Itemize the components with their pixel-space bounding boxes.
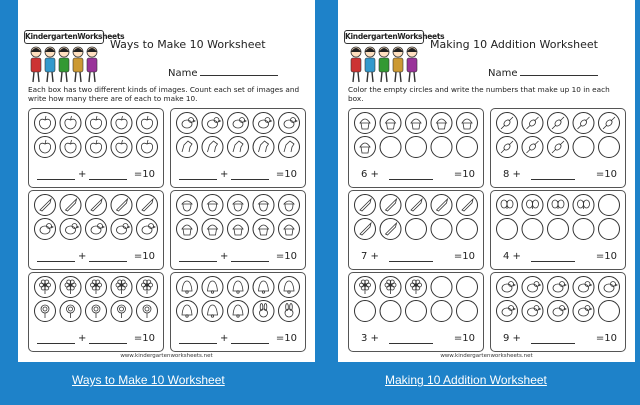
equation-total: =10 bbox=[275, 169, 297, 180]
answer-blank[interactable] bbox=[231, 343, 269, 344]
empty-circle[interactable] bbox=[522, 219, 543, 240]
plus-sign: + bbox=[78, 333, 87, 344]
answer-blank[interactable] bbox=[231, 261, 269, 262]
butterfly-icon bbox=[573, 195, 594, 216]
equation-total: =10 bbox=[275, 333, 297, 344]
cupcake-icon bbox=[202, 219, 223, 240]
butterfly-icon bbox=[548, 195, 569, 216]
worksheet-instructions: Color the empty circles and write the numbers that make up 10 in each box. bbox=[348, 85, 610, 103]
bell-icon bbox=[202, 277, 223, 298]
answer-blank[interactable] bbox=[89, 343, 127, 344]
crayon-icon bbox=[457, 195, 478, 216]
equation-total: =10 bbox=[595, 169, 617, 180]
bell-icon bbox=[202, 301, 223, 322]
exercise-box bbox=[348, 272, 484, 352]
worksheet-card-ways-to-make-10[interactable] bbox=[18, 0, 315, 362]
cupcake-icon bbox=[279, 219, 300, 240]
worksheet-footer: www.kindergartenworksheets.net bbox=[440, 353, 533, 359]
lollipop-icon bbox=[137, 301, 158, 322]
crayon-icon bbox=[431, 195, 452, 216]
empty-circle[interactable] bbox=[497, 219, 518, 240]
apple-icon bbox=[60, 113, 81, 134]
horse-icon bbox=[202, 137, 223, 158]
equation-total: =10 bbox=[133, 169, 155, 180]
bird-icon bbox=[111, 219, 132, 240]
answer-blank[interactable] bbox=[179, 343, 217, 344]
apple-icon bbox=[86, 137, 107, 158]
counting-circles bbox=[491, 191, 625, 247]
crayon-icon bbox=[380, 219, 401, 240]
sunflower-icon bbox=[355, 277, 376, 298]
plus-sign: + bbox=[220, 251, 229, 262]
bird-icon bbox=[253, 113, 274, 134]
equation-row bbox=[35, 251, 159, 265]
counting-circles bbox=[491, 109, 625, 165]
bell-icon bbox=[279, 277, 300, 298]
site-logo bbox=[344, 24, 445, 84]
bird-icon bbox=[573, 277, 594, 298]
cupcake-icon bbox=[253, 219, 274, 240]
worksheet-title: Making 10 Addition Worksheet bbox=[430, 38, 598, 51]
flower-icon bbox=[111, 277, 132, 298]
counting-circles bbox=[349, 191, 483, 247]
candy-icon bbox=[548, 113, 569, 134]
answer-blank[interactable] bbox=[389, 343, 433, 344]
bird-icon bbox=[228, 113, 249, 134]
bird-icon bbox=[137, 219, 158, 240]
answer-blank[interactable] bbox=[37, 261, 75, 262]
horse-icon bbox=[253, 137, 274, 158]
answer-blank[interactable] bbox=[389, 179, 433, 180]
counting-circles bbox=[349, 273, 483, 329]
bell-icon bbox=[253, 277, 274, 298]
bell-icon bbox=[228, 277, 249, 298]
answer-blank[interactable] bbox=[389, 261, 433, 262]
flower-icon bbox=[137, 277, 158, 298]
lollipop-icon bbox=[86, 301, 107, 322]
crayon-icon bbox=[86, 195, 107, 216]
candy-icon bbox=[599, 113, 620, 134]
empty-circle[interactable] bbox=[573, 137, 594, 158]
butterfly-icon bbox=[497, 195, 518, 216]
bird-icon bbox=[599, 277, 620, 298]
equation-total: =10 bbox=[453, 169, 475, 180]
equation-row bbox=[177, 333, 301, 347]
answer-blank[interactable] bbox=[37, 179, 75, 180]
bird-icon bbox=[522, 277, 543, 298]
name-line bbox=[520, 66, 598, 76]
cupcake-icon bbox=[457, 113, 478, 134]
candy-icon bbox=[497, 113, 518, 134]
horse-icon bbox=[228, 137, 249, 158]
counting-circles bbox=[171, 273, 305, 329]
counting-circles bbox=[29, 109, 163, 165]
sunflower-icon bbox=[406, 277, 427, 298]
empty-circle[interactable] bbox=[406, 137, 427, 158]
apple-icon bbox=[60, 137, 81, 158]
exercise-box bbox=[490, 190, 626, 270]
flower-icon bbox=[60, 277, 81, 298]
exercise-box bbox=[28, 272, 164, 352]
apple-icon bbox=[35, 137, 56, 158]
bunny-icon bbox=[279, 301, 300, 322]
plus-sign: + bbox=[220, 169, 229, 180]
counting-circles bbox=[29, 191, 163, 247]
answer-blank[interactable] bbox=[231, 179, 269, 180]
bird-icon bbox=[522, 301, 543, 322]
answer-blank[interactable] bbox=[89, 179, 127, 180]
empty-circle[interactable] bbox=[599, 219, 620, 240]
exercise-box bbox=[170, 108, 306, 188]
bird-icon bbox=[497, 277, 518, 298]
kids-illustration-icon bbox=[348, 44, 420, 84]
lollipop-icon bbox=[35, 301, 56, 322]
cupcake-icon bbox=[406, 113, 427, 134]
apple-icon bbox=[35, 113, 56, 134]
counting-circles bbox=[171, 109, 305, 165]
answer-blank[interactable] bbox=[531, 343, 575, 344]
crayon-icon bbox=[35, 195, 56, 216]
equation-row bbox=[355, 333, 479, 347]
bird-icon bbox=[497, 301, 518, 322]
logo-text: KindergartenWorksheets bbox=[24, 30, 104, 44]
bird-icon bbox=[177, 113, 198, 134]
plus-sign: + bbox=[220, 333, 229, 344]
equation-row bbox=[355, 251, 479, 265]
bird-icon bbox=[279, 113, 300, 134]
empty-circle[interactable] bbox=[573, 219, 594, 240]
bird-icon bbox=[548, 301, 569, 322]
plus-sign: + bbox=[78, 169, 87, 180]
crayon-icon bbox=[380, 195, 401, 216]
exercise-box bbox=[348, 108, 484, 188]
cupcake-icon bbox=[380, 113, 401, 134]
bird-icon bbox=[202, 113, 223, 134]
exercise-box bbox=[348, 190, 484, 270]
name-field bbox=[488, 66, 598, 79]
bird-icon bbox=[35, 219, 56, 240]
answer-blank[interactable] bbox=[89, 261, 127, 262]
crayon-icon bbox=[355, 195, 376, 216]
cupcake-icon bbox=[355, 113, 376, 134]
cupcake-icon bbox=[431, 113, 452, 134]
equation-given-number: 3 + bbox=[361, 333, 379, 344]
name-label: Name bbox=[168, 68, 198, 79]
equation-total: =10 bbox=[275, 251, 297, 262]
counting-circles bbox=[349, 109, 483, 165]
caption-link-making-10-addition[interactable]: Making 10 Addition Worksheet bbox=[385, 373, 547, 387]
counting-circles bbox=[29, 273, 163, 329]
equation-given-number: 9 + bbox=[503, 333, 521, 344]
counting-circles bbox=[171, 191, 305, 247]
bird-icon bbox=[86, 219, 107, 240]
bell-icon bbox=[177, 301, 198, 322]
equation-row bbox=[497, 251, 621, 265]
answer-blank[interactable] bbox=[179, 261, 217, 262]
crayon-icon bbox=[355, 219, 376, 240]
equation-row bbox=[497, 333, 621, 347]
bird-icon bbox=[548, 277, 569, 298]
empty-circle[interactable] bbox=[599, 301, 620, 322]
empty-circle[interactable] bbox=[355, 301, 376, 322]
bell-icon bbox=[177, 277, 198, 298]
worksheet-instructions: Each box has two different kinds of images. Count each set of images and write how many there are of each to make 10. bbox=[28, 85, 300, 103]
flower-icon bbox=[86, 277, 107, 298]
empty-circle[interactable] bbox=[406, 219, 427, 240]
empty-circle[interactable] bbox=[457, 219, 478, 240]
cupcake-icon bbox=[355, 137, 376, 158]
equation-row bbox=[497, 169, 621, 183]
empty-circle[interactable] bbox=[457, 301, 478, 322]
equation-total: =10 bbox=[453, 251, 475, 262]
sunflower-icon bbox=[380, 277, 401, 298]
empty-circle[interactable] bbox=[431, 137, 452, 158]
worksheet-card-making-10-addition[interactable] bbox=[338, 0, 635, 362]
candy-icon bbox=[573, 113, 594, 134]
equation-row bbox=[177, 169, 301, 183]
equation-given-number: 6 + bbox=[361, 169, 379, 180]
apple-icon bbox=[111, 113, 132, 134]
equation-given-number: 8 + bbox=[503, 169, 521, 180]
caption-link-ways-to-make-10[interactable]: Ways to Make 10 Worksheet bbox=[72, 373, 225, 387]
apple-icon bbox=[137, 137, 158, 158]
exercise-box bbox=[28, 108, 164, 188]
empty-circle[interactable] bbox=[599, 137, 620, 158]
equation-total: =10 bbox=[133, 333, 155, 344]
equation-total: =10 bbox=[453, 333, 475, 344]
acorn-icon bbox=[177, 195, 198, 216]
bunny-icon bbox=[253, 301, 274, 322]
cupcake-icon bbox=[177, 219, 198, 240]
crayon-icon bbox=[406, 195, 427, 216]
empty-circle[interactable] bbox=[599, 195, 620, 216]
empty-circle[interactable] bbox=[406, 301, 427, 322]
logo-text: KindergartenWorksheets bbox=[344, 30, 424, 44]
apple-icon bbox=[86, 113, 107, 134]
equation-row bbox=[355, 169, 479, 183]
exercise-box bbox=[490, 108, 626, 188]
equation-total: =10 bbox=[133, 251, 155, 262]
empty-circle[interactable] bbox=[431, 219, 452, 240]
worksheet-footer: www.kindergartenworksheets.net bbox=[120, 353, 213, 359]
empty-circle[interactable] bbox=[457, 137, 478, 158]
crayon-icon bbox=[137, 195, 158, 216]
acorn-icon bbox=[253, 195, 274, 216]
answer-blank[interactable] bbox=[179, 179, 217, 180]
name-label: Name bbox=[488, 68, 518, 79]
answer-blank[interactable] bbox=[531, 261, 575, 262]
bell-icon bbox=[228, 301, 249, 322]
equation-given-number: 7 + bbox=[361, 251, 379, 262]
equation-total: =10 bbox=[595, 333, 617, 344]
crayon-icon bbox=[111, 195, 132, 216]
equation-given-number: 4 + bbox=[503, 251, 521, 262]
horse-icon bbox=[177, 137, 198, 158]
lollipop-icon bbox=[60, 301, 81, 322]
candy-icon bbox=[497, 137, 518, 158]
answer-blank[interactable] bbox=[531, 179, 575, 180]
candy-icon bbox=[522, 137, 543, 158]
empty-circle[interactable] bbox=[380, 301, 401, 322]
acorn-icon bbox=[202, 195, 223, 216]
flower-icon bbox=[35, 277, 56, 298]
cupcake-icon bbox=[228, 219, 249, 240]
plus-sign: + bbox=[78, 251, 87, 262]
name-field bbox=[168, 66, 278, 79]
counting-circles bbox=[491, 273, 625, 329]
apple-icon bbox=[111, 137, 132, 158]
candy-icon bbox=[522, 113, 543, 134]
answer-blank[interactable] bbox=[37, 343, 75, 344]
equation-total: =10 bbox=[595, 251, 617, 262]
equation-row bbox=[35, 333, 159, 347]
apple-icon bbox=[137, 113, 158, 134]
butterfly-icon bbox=[522, 195, 543, 216]
empty-circle[interactable] bbox=[457, 277, 478, 298]
exercise-box bbox=[490, 272, 626, 352]
bird-icon bbox=[60, 219, 81, 240]
equation-row bbox=[177, 251, 301, 265]
exercise-box bbox=[170, 272, 306, 352]
equation-row bbox=[35, 169, 159, 183]
worksheet-title: Ways to Make 10 Worksheet bbox=[110, 38, 266, 51]
empty-circle[interactable] bbox=[548, 219, 569, 240]
empty-circle[interactable] bbox=[380, 137, 401, 158]
crayon-icon bbox=[60, 195, 81, 216]
candy-icon bbox=[548, 137, 569, 158]
acorn-icon bbox=[279, 195, 300, 216]
site-logo bbox=[24, 24, 125, 84]
empty-circle[interactable] bbox=[431, 277, 452, 298]
lollipop-icon bbox=[111, 301, 132, 322]
exercise-box bbox=[170, 190, 306, 270]
kids-illustration-icon bbox=[28, 44, 100, 84]
acorn-icon bbox=[228, 195, 249, 216]
name-line bbox=[200, 66, 278, 76]
empty-circle[interactable] bbox=[431, 301, 452, 322]
horse-icon bbox=[279, 137, 300, 158]
bird-icon bbox=[573, 301, 594, 322]
exercise-box bbox=[28, 190, 164, 270]
